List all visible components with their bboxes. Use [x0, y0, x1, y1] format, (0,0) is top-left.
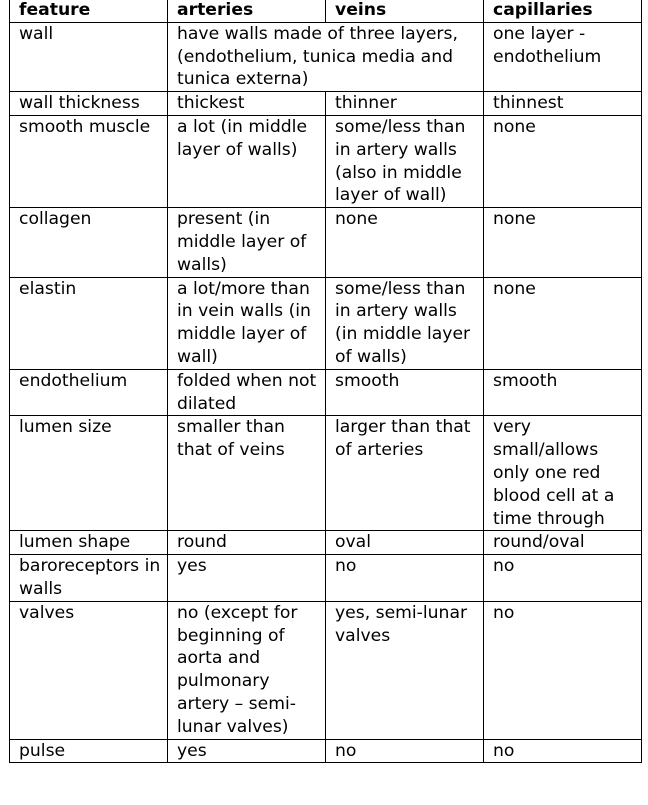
row-feature: lumen size [10, 416, 168, 531]
row-arteries: a lot/more than in vein walls (in middle layer of wall) [168, 277, 326, 369]
table-row [10, 208, 642, 277]
table-row [10, 416, 642, 531]
row-capillaries: no [484, 601, 642, 739]
row-veins: none [326, 208, 484, 277]
row-arteries: a lot (in middle layer of walls) [168, 115, 326, 207]
row-capillaries: smooth [484, 369, 642, 416]
vessel-comparison-table [9, 0, 642, 763]
table-row [10, 369, 642, 416]
row-arteries: folded when not dilated [168, 369, 326, 416]
row-veins: thinner [326, 92, 484, 116]
table-row [10, 555, 642, 602]
row-veins: no [326, 739, 484, 763]
row-capillaries: none [484, 115, 642, 207]
header-arteries: arteries [168, 0, 326, 22]
row-feature: pulse [10, 739, 168, 763]
row-feature: endothelium [10, 369, 168, 416]
table-row [10, 277, 642, 369]
row-arteries: thickest [168, 92, 326, 116]
row-capillaries: thinnest [484, 92, 642, 116]
row-capillaries: none [484, 277, 642, 369]
row-arteries: yes [168, 739, 326, 763]
row-veins: some/less than in artery walls (also in middle layer of wall) [326, 115, 484, 207]
table-row [10, 22, 642, 91]
table-row [10, 115, 642, 207]
row-veins: yes, semi-lunar valves [326, 601, 484, 739]
row-feature: valves [10, 601, 168, 739]
row-veins: smooth [326, 369, 484, 416]
row-veins: oval [326, 531, 484, 555]
row-capillaries: one layer - endothelium [484, 22, 642, 91]
table-row [10, 601, 642, 739]
row-arteries-veins-shared: have walls made of three layers, (endothelium, tunica media and tunica externa) [168, 22, 484, 91]
row-arteries: round [168, 531, 326, 555]
table-row [10, 531, 642, 555]
row-feature: wall thickness [10, 92, 168, 116]
row-veins: no [326, 555, 484, 602]
row-capillaries: no [484, 739, 642, 763]
row-capillaries: none [484, 208, 642, 277]
row-arteries: smaller than that of veins [168, 416, 326, 531]
table-row [10, 739, 642, 763]
row-arteries: present (in middle layer of walls) [168, 208, 326, 277]
row-feature: elastin [10, 277, 168, 369]
row-capillaries: round/oval [484, 531, 642, 555]
row-arteries: yes [168, 555, 326, 602]
row-capillaries: no [484, 555, 642, 602]
row-capillaries: very small/allows only one red blood cell at a time through [484, 416, 642, 531]
row-arteries: no (except for beginning of aorta and pulmonary artery – semi-lunar valves) [168, 601, 326, 739]
row-feature: lumen shape [10, 531, 168, 555]
row-feature: collagen [10, 208, 168, 277]
row-veins: some/less than in artery walls (in middle layer of walls) [326, 277, 484, 369]
header-capillaries: capillaries [484, 0, 642, 22]
header-feature: feature [10, 0, 168, 22]
row-feature: baroreceptors in walls [10, 555, 168, 602]
header-veins: veins [326, 0, 484, 22]
row-feature: wall [10, 22, 168, 91]
table-header-row [10, 0, 642, 22]
row-veins: larger than that of arteries [326, 416, 484, 531]
table-row [10, 92, 642, 116]
row-feature: smooth muscle [10, 115, 168, 207]
